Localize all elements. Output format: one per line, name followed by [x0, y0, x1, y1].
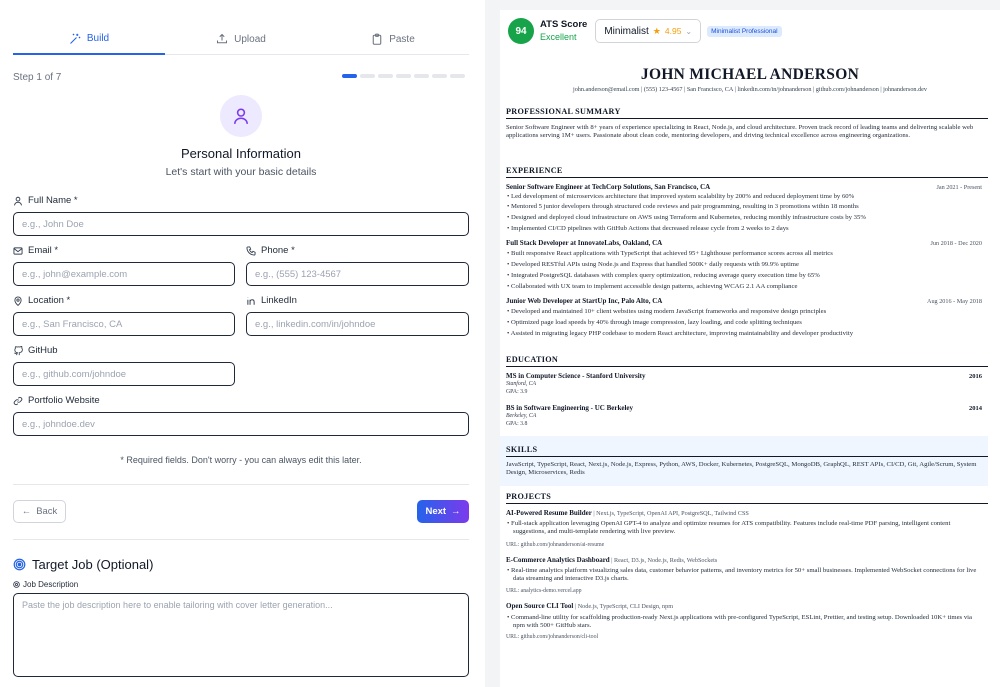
location-label [13, 295, 70, 306]
job-bullet: • Developed RESTful APIs using Node.js and Express that handled 500K+ daily requests with 99.9% uptime [506, 261, 980, 269]
wand-icon [69, 33, 81, 45]
target-icon [13, 581, 20, 588]
project-bullet: • Command-line utility for scaffolding production-ready Next.js applications with pre-configured TypeScript, ESLint, Prettier, and testing setup. Downloaded 10K+ times via npm with 500+ GitHub stars. [506, 614, 980, 630]
degree-year: 2016 [969, 373, 982, 380]
project-url: URL: github.com/johnanderson/ai-resume [506, 542, 605, 548]
section-rule [506, 177, 988, 178]
portfolio-input[interactable] [13, 412, 469, 436]
step-progress [342, 74, 465, 78]
template-name: Minimalist [604, 25, 649, 37]
job-bullet: • Built responsive React applications with TypeScript that achieved 95+ Lighthouse performance scores across all metrics [506, 250, 980, 258]
step-dot [414, 74, 429, 78]
job-date: Jun 2018 - Dec 2020 [930, 240, 982, 247]
template-rating: 4.95 [664, 26, 682, 36]
chevron-down-icon: ⌄ [685, 26, 693, 36]
project-url: URL: github.com/johnanderson/cli-tool [506, 634, 599, 640]
job-date: Jan 2021 - Present [936, 184, 982, 191]
degree-location: Stanford, CA [506, 381, 537, 387]
back-button-label: Back [36, 506, 58, 517]
section-avatar [220, 95, 262, 137]
job-description-label [13, 580, 78, 589]
ats-score-label: ATS Score [540, 19, 588, 30]
section-rule [506, 118, 988, 119]
github-label-text: GitHub [28, 345, 58, 356]
project-tech: | React, D3.js, Node.js, Redis, WebSockets [609, 557, 718, 564]
mode-tabs [13, 24, 469, 55]
section-rule [506, 366, 988, 367]
phone-input[interactable] [246, 262, 469, 286]
job-bullet: • Optimized page load speeds by 40% through image compression, lazy loading, and code splitting techniques [506, 319, 980, 327]
education-heading: EDUCATION [506, 355, 559, 364]
portfolio-label [13, 395, 100, 406]
job-bullet: • Developed and maintained 10+ client websites using modern JavaScript frameworks and responsive design principles [506, 308, 980, 316]
full-name-label-text: Full Name * [28, 195, 78, 206]
template-selector[interactable] [595, 19, 701, 43]
arrow-left-icon: ← [21, 506, 32, 517]
project-title [506, 509, 749, 517]
tab-paste-label: Paste [389, 33, 415, 45]
next-button[interactable] [417, 500, 469, 523]
degree-gpa: GPA: 3.8 [506, 421, 528, 427]
project-title [506, 602, 673, 610]
degree-gpa: GPA: 3.9 [506, 389, 528, 395]
resume-name: JOHN MICHAEL ANDERSON [640, 66, 860, 83]
step-dot [432, 74, 447, 78]
degree-year: 2014 [969, 405, 982, 412]
job-title: Junior Web Developer at StartUp Inc, Palo Alto, CA [506, 297, 663, 305]
github-input[interactable] [13, 362, 235, 386]
phone-label-text: Phone * [261, 245, 295, 256]
skills-text: JavaScript, TypeScript, React, Next.js, Node.js, Express, Python, AWS, Docker, Kubernetes, PostgreSQL, MongoDB, GraphQL, REST APIs, CI/CD, Git, Agile/Scrum, System Design, Microservices, Redis [506, 461, 977, 477]
user-icon [232, 107, 250, 125]
full-name-label [13, 195, 78, 206]
ats-score-badge: 94 [508, 18, 534, 44]
step-dot [396, 74, 411, 78]
project-url: URL: analytics-demo.vercel.app [506, 588, 582, 594]
job-bullet: • Led development of microservices architecture that improved system scalability by 200% and reduced deployment time by 60% [506, 193, 980, 201]
job-title: Senior Software Engineer at TechCorp Solutions, San Francisco, CA [506, 183, 711, 191]
job-bullet: • Designed and deployed cloud infrastructure on AWS using Terraform and Kubernetes, reducing monthly infrastructure costs by 35% [506, 214, 980, 222]
linkedin-icon [246, 296, 256, 306]
upload-icon [216, 33, 228, 45]
tab-build[interactable] [13, 24, 165, 55]
job-bullet: • Assisted in migrating legacy PHP codebase to modern React architecture, improving maintainability and developer productivity [506, 330, 980, 338]
section-rule [506, 456, 988, 457]
resume-preview-panel [500, 10, 1000, 687]
tab-build-label: Build [86, 33, 110, 44]
linkedin-input[interactable] [246, 312, 469, 336]
phone-label [246, 245, 295, 256]
clipboard-icon [371, 33, 383, 45]
project-name: E-Commerce Analytics Dashboard [506, 556, 610, 564]
job-bullet: • Implemented CI/CD pipelines with GitHub Actions that decreased release cycle from 2 weeks to 2 days [506, 225, 980, 233]
job-description-label-text: Job Description [23, 580, 79, 589]
tab-upload[interactable] [165, 24, 317, 54]
target-job-title [13, 557, 153, 572]
divider [13, 484, 469, 485]
step-dot [450, 74, 465, 78]
project-bullet: • Full-stack application leveraging OpenAI GPT-4 to analyze and optimize resumes for ATS compatibility. Features include real-time PDF parsing, intelligent content suggestions, and multi-template rendering with live preview. [506, 520, 980, 536]
section-rule [506, 503, 988, 504]
ats-score-info [540, 19, 587, 43]
github-label [13, 345, 58, 356]
map-pin-icon [13, 296, 23, 306]
required-note: * Required fields. Don't worry - you can always edit this later. [120, 455, 362, 465]
degree-location: Berkeley, CA [506, 413, 537, 419]
project-bullet: • Real-time analytics platform visualizing sales data, customer behavior patterns, and inventory metrics for 50+ small businesses. Implemented WebSocket connections for live data streaming and interactive D3.js charts. [506, 567, 980, 583]
link-icon [13, 396, 23, 406]
full-name-input[interactable] [13, 212, 469, 236]
template-tag: Minimalist Professional [707, 26, 781, 37]
job-title: Full Stack Developer at InnovateLabs, Oakland, CA [506, 239, 663, 247]
preview-toolbar [500, 10, 1000, 52]
portfolio-label-text: Portfolio Website [28, 395, 100, 406]
linkedin-label [246, 295, 297, 306]
section-title: Personal Information [181, 146, 301, 161]
location-input[interactable] [13, 312, 235, 336]
step-dot [378, 74, 393, 78]
mail-icon [13, 246, 23, 256]
next-button-label: Next [425, 506, 447, 517]
job-description-textarea[interactable] [13, 593, 469, 677]
project-title [506, 556, 717, 564]
linkedin-label-text: LinkedIn [261, 295, 297, 306]
tab-paste[interactable] [317, 24, 469, 54]
email-label [13, 245, 58, 256]
project-name: Open Source CLI Tool [506, 602, 574, 610]
location-label-text: Location * [28, 295, 71, 306]
divider [13, 539, 469, 540]
email-input[interactable] [13, 262, 235, 286]
project-tech: | Next.js, TypeScript, OpenAI API, PostgreSQL, Tailwind CSS [591, 510, 749, 517]
degree-title: BS in Software Engineering - UC Berkeley [506, 404, 634, 412]
resume-form-panel [0, 0, 485, 687]
project-name: AI-Powered Resume Builder [506, 509, 592, 517]
phone-icon [246, 246, 256, 256]
star-icon: ★ [652, 25, 661, 36]
project-tech: | Node.js, TypeScript, CLI Design, npm [573, 603, 674, 610]
job-date: Aug 2016 - May 2018 [927, 298, 982, 305]
summary-heading: PROFESSIONAL SUMMARY [506, 107, 621, 116]
summary-text: Senior Software Engineer with 8+ years of experience specializing in React, Node.js, and cloud architecture. Proven track record of leading teams and delivering scalable web applications serving 1M+ users. Passionate about clean code, mentoring developers, and driving technical excellence across engineering organizations. [506, 124, 974, 140]
ats-score-rating: Excellent [540, 32, 577, 42]
user-icon [13, 196, 23, 206]
skills-heading: SKILLS [506, 445, 538, 454]
section-subtitle: Let's start with your basic details [165, 166, 317, 178]
job-bullet: • Integrated PostgreSQL databases with complex query optimization, reducing average query execution time by 65% [506, 272, 980, 280]
tab-upload-label: Upload [234, 33, 266, 45]
step-indicator: Step 1 of 7 [13, 72, 62, 83]
resume-document [500, 52, 1000, 687]
github-icon [13, 346, 23, 356]
email-label-text: Email * [28, 245, 59, 256]
job-bullet: • Collaborated with UX team to implement accessible design patterns, achieving WCAG 2.1 AA compliance [506, 283, 980, 291]
degree-title: MS in Computer Science - Stanford University [506, 372, 646, 380]
job-bullet: • Mentored 5 junior developers through structured code reviews and pair programming, resulting in 3 promotions within 18 months [506, 203, 980, 211]
step-dot [360, 74, 375, 78]
target-job-title-text: Target Job (Optional) [32, 557, 154, 572]
projects-heading: PROJECTS [506, 492, 552, 501]
back-button[interactable] [13, 500, 66, 523]
target-icon [13, 558, 26, 571]
resume-contact: john.anderson@email.com | (555) 123-4567 | San Francisco, CA | linkedin.com/in/johnanderson | github.com/johnanderson | johnanderson.dev [572, 86, 928, 93]
arrow-right-icon: → [451, 506, 461, 517]
step-dot [342, 74, 357, 78]
experience-heading: EXPERIENCE [506, 166, 563, 175]
